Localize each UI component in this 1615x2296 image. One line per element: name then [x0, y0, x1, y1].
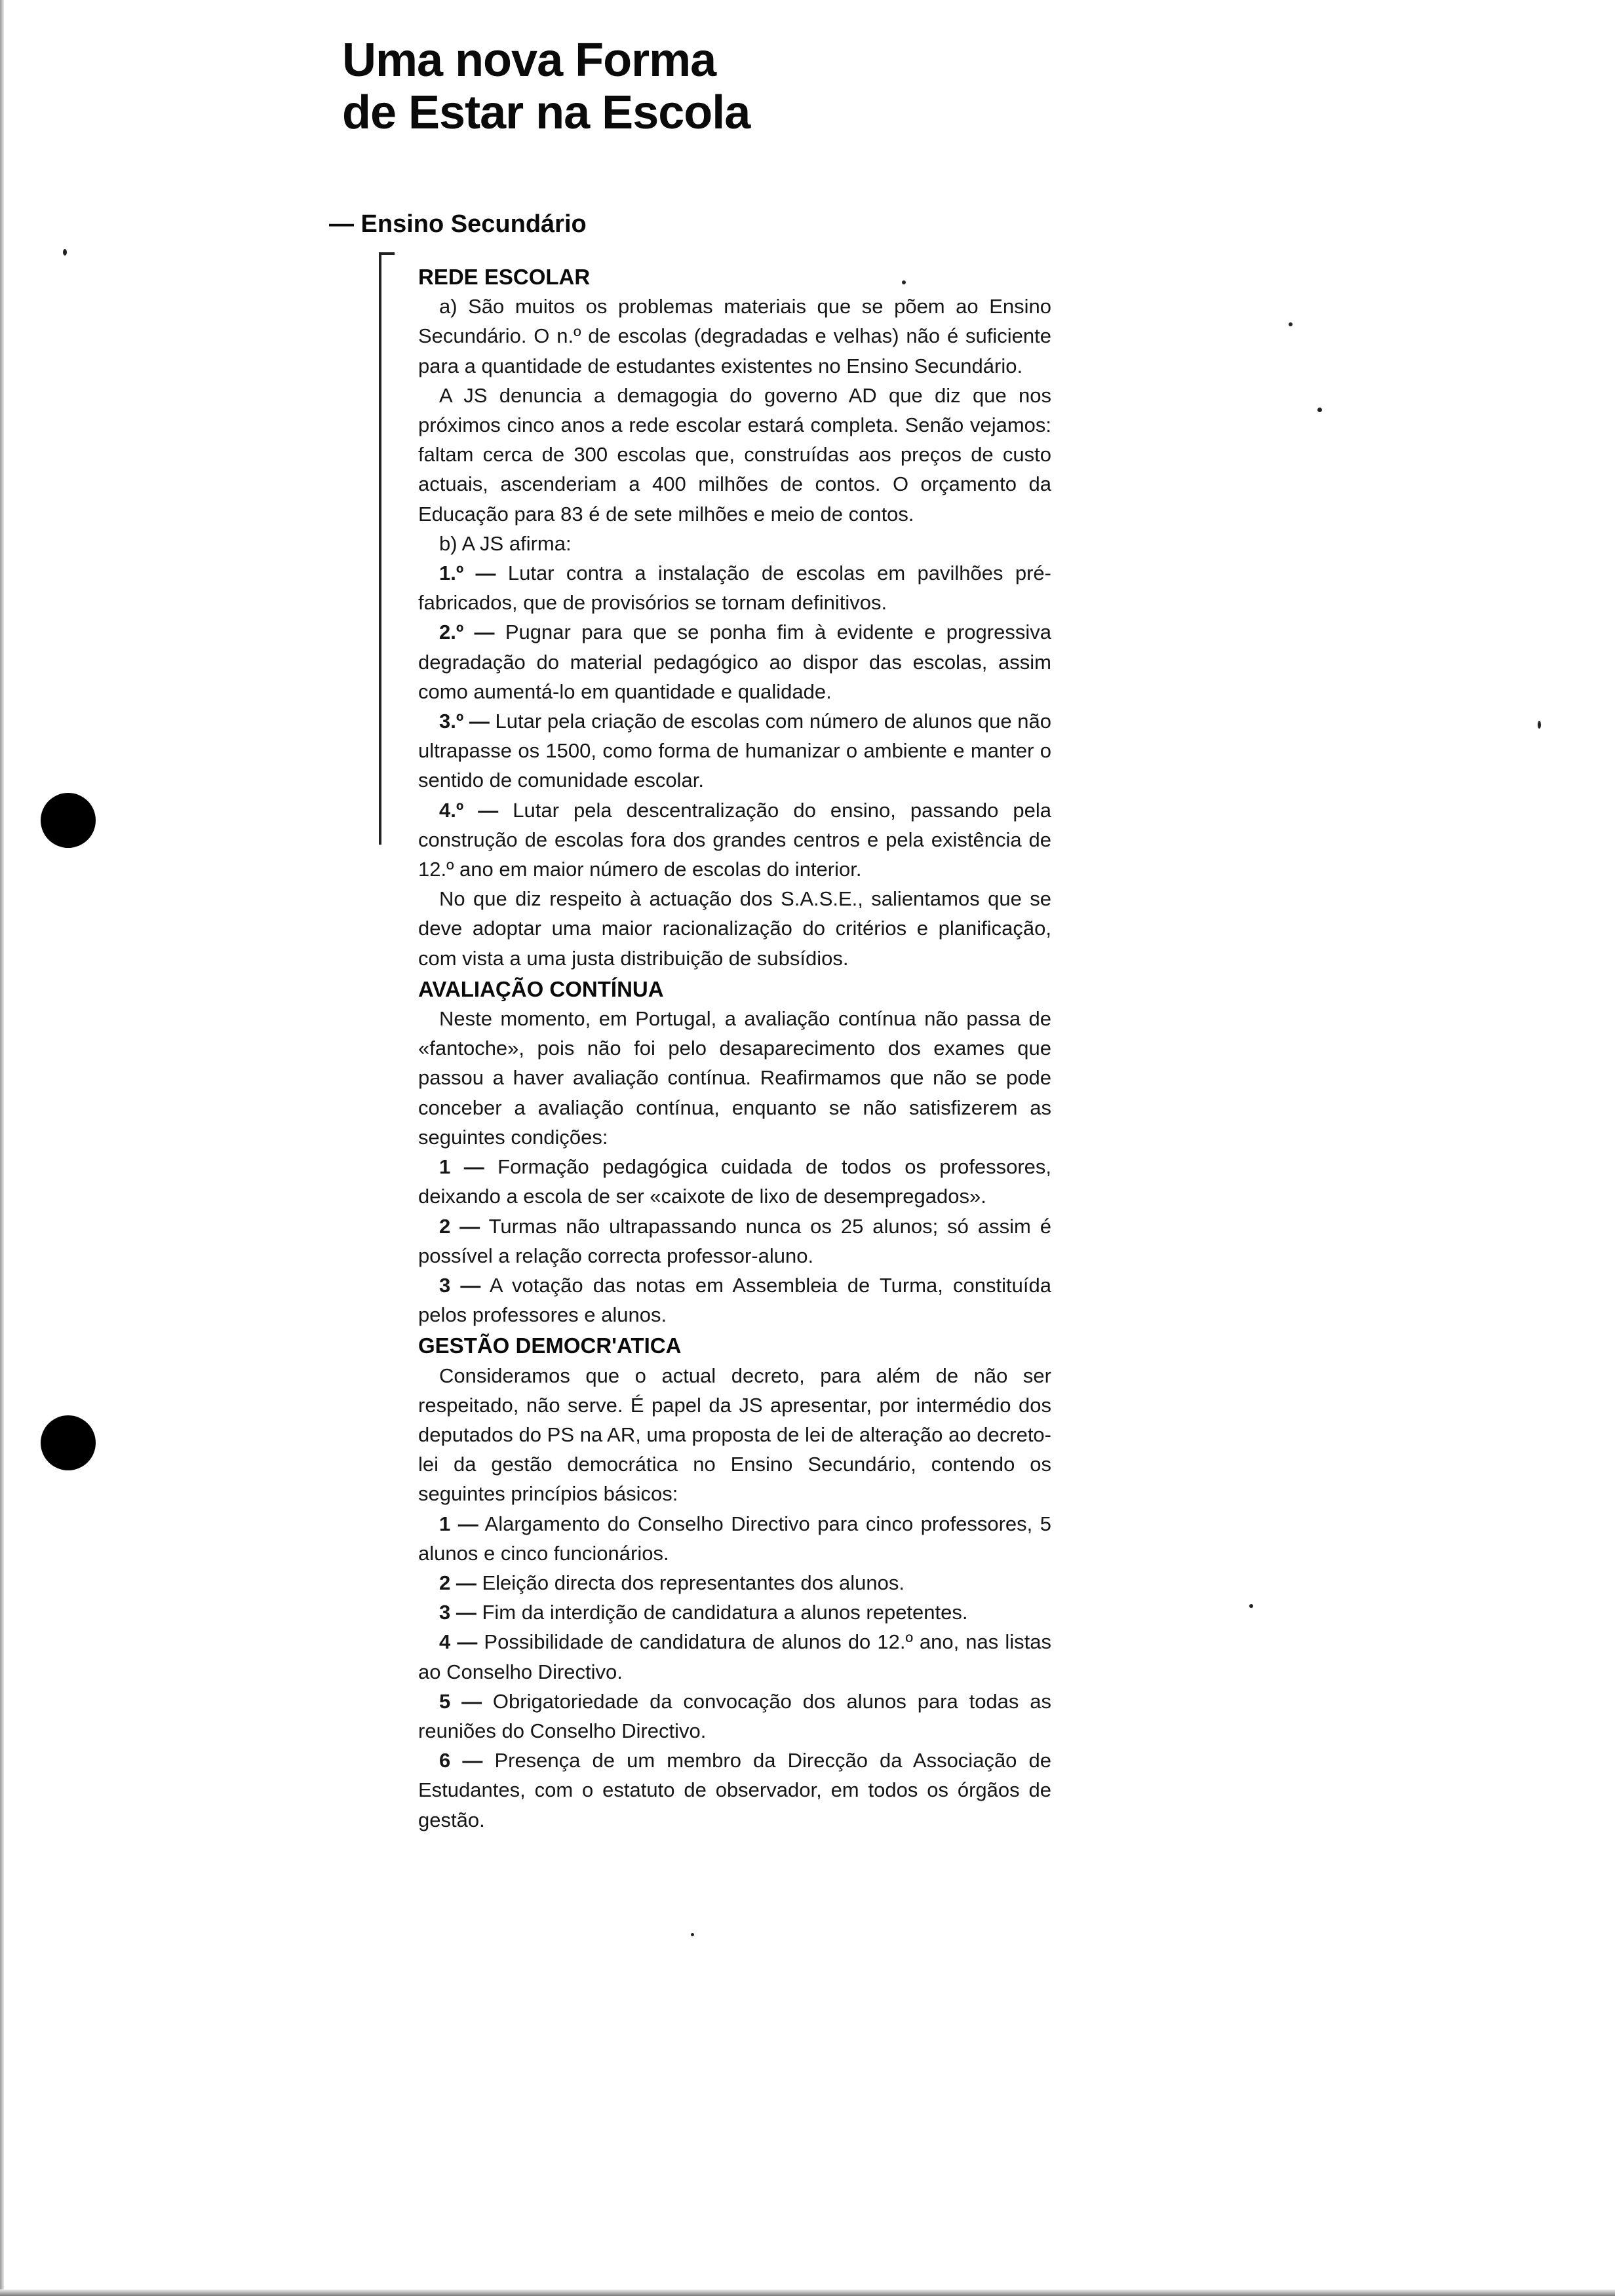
- item-number: 2 —: [439, 1214, 480, 1238]
- scan-speck: [1289, 322, 1293, 326]
- scan-speck: [1317, 408, 1322, 412]
- scan-speck: [1249, 1604, 1253, 1608]
- item-text: Presença de um membro da Direcção da Associação de Estudantes, com o estatuto de observador, em todos os órgãos de gestão.: [418, 1749, 1051, 1831]
- punch-hole-top: [41, 793, 96, 848]
- item-number: 4 —: [439, 1630, 478, 1654]
- item-number: 1.º —: [439, 562, 496, 585]
- item-number: 3 —: [439, 1601, 477, 1624]
- title-line-2: de Estar na Escola: [342, 86, 750, 139]
- section-heading: — Ensino Secundário: [329, 210, 587, 238]
- title-line-1: Uma nova Forma: [342, 34, 716, 86]
- scan-edge-left: [0, 0, 4, 2296]
- paragraph: No que diz respeito à actuação dos S.A.S.E., salientamos que se deve adoptar uma maior racionalização do critérios e planificação, com vista a uma justa distribuição de subsídios.: [418, 887, 1051, 970]
- item-text: Eleição directa dos representantes dos alunos.: [476, 1571, 905, 1594]
- item-number: 2 —: [439, 1571, 477, 1594]
- item-number: 6 —: [439, 1749, 483, 1772]
- list-item: [418, 1568, 1051, 1598]
- scan-speck: [63, 249, 67, 256]
- punch-hole-bottom: [41, 1415, 96, 1470]
- section-avaliacao-continua: [418, 974, 1051, 1330]
- item-number: 3.º —: [439, 710, 490, 733]
- item-text: Lutar pela criação de escolas com número de alunos que não ultrapasse os 1500, como forma de humanizar o ambiente e manter o sentido de comunidade escolar.: [418, 710, 1051, 792]
- scan-edge-bottom: [0, 2289, 1615, 2296]
- item-text: Fim da interdição de candidatura a alunos repetentes.: [476, 1601, 968, 1624]
- item-number: 2.º —: [439, 621, 495, 644]
- paragraph: Consideramos que o actual decreto, para além de não ser respeitado, não serve. É papel da JS apresentar, por intermédio dos deputados do PS na AR, uma proposta de lei de alteração ao decreto-lei da gestão democrática no Ensino Secundário, contendo os seguintes princípios básicos:: [418, 1364, 1051, 1506]
- article-body: [418, 261, 1051, 1835]
- list-item: [418, 1746, 1051, 1835]
- page-title: [342, 34, 750, 139]
- heading-gestao-democratica: GESTÃO DEMOCR'ATICA: [418, 1333, 682, 1358]
- list-item: [418, 558, 1051, 617]
- item-text: Possibilidade de candidatura de alunos do 12.º ano, nas listas ao Conselho Directivo.: [418, 1630, 1051, 1683]
- item-text: Obrigatoriedade da convocação dos alunos para todas as reuniões do Conselho Directivo.: [418, 1689, 1052, 1742]
- section-bracket: [379, 252, 395, 845]
- list-item: [418, 795, 1051, 885]
- paragraph: Neste momento, em Portugal, a avaliação contínua não passa de «fantoche», pois não foi pelo desaparecimento dos exames que passou a haver avaliação contínua. Reafirmamos que não se pode conceber a avaliação contínua, enquanto se não satisfizerem as seguintes condições:: [418, 1007, 1051, 1149]
- item-number: 4.º —: [439, 798, 499, 822]
- item-text: Pugnar para que se ponha fim à evidente e progressiva degradação do material pedagógico ao dispor das escolas, assim como aumentá-lo em quantidade e qualidade.: [418, 621, 1051, 703]
- list-item: [418, 706, 1051, 795]
- list-item: [418, 1212, 1051, 1271]
- heading-avaliacao-continua: AVALIAÇÃO CONTÍNUA: [418, 976, 664, 1001]
- paragraph: b) A JS afirma:: [439, 531, 572, 555]
- section-gestao-democratica: [418, 1331, 1051, 1834]
- list-item: [418, 1687, 1051, 1746]
- list-item: [418, 1509, 1051, 1568]
- scan-speck: [691, 1933, 694, 1936]
- item-text: Lutar pela descentralização do ensino, passando pela construção de escolas fora dos grandes centros e pela existência de 12.º ano em maior número de escolas do interior.: [418, 798, 1051, 881]
- item-text: Alargamento do Conselho Directivo para cinco professores, 5 alunos e cinco funcionários.: [418, 1512, 1051, 1565]
- heading-rede-escolar: REDE ESCOLAR: [418, 265, 591, 289]
- section-rede-escolar: [418, 262, 1051, 973]
- list-item: [418, 1152, 1051, 1211]
- item-text: Lutar contra a instalação de escolas em pavilhões pré-fabricados, que de provisórios se tornam definitivos.: [418, 562, 1051, 615]
- item-text: A votação das notas em Assembleia de Turma, constituída pelos professores e alunos.: [418, 1273, 1051, 1327]
- item-number: 1 —: [439, 1512, 478, 1535]
- list-item: [418, 1627, 1051, 1686]
- list-item: [418, 1598, 1051, 1627]
- item-number: 3 —: [439, 1273, 481, 1297]
- list-item: [418, 1271, 1051, 1330]
- item-text: Turmas não ultrapassando nunca os 25 alunos; só assim é possível a relação correcta professor-aluno.: [418, 1214, 1051, 1267]
- paragraph: A JS denuncia a demagogia do governo AD que diz que nos próximos cinco anos a rede escolar estará completa. Senão vejamos: faltam cerca de 300 escolas que, construídas aos preços de custo actuais, ascenderiam a 400 milhões de contos. O orçamento da Educação para 83 é de sete milhões e meio de contos.: [418, 383, 1051, 526]
- scan-speck: [1538, 721, 1541, 729]
- item-text: Formação pedagógica cuidada de todos os professores, deixando a escola de ser «caixote de lixo de desempregados».: [418, 1155, 1051, 1208]
- item-number: 5 —: [439, 1689, 482, 1713]
- item-number: 1 —: [439, 1155, 484, 1179]
- paragraph: a) São muitos os problemas materiais que se põem ao Ensino Secundário. O n.º de escolas (degradadas e velhas) não é suficiente para a quantidade de estudantes existentes no Ensino Secundário.: [418, 295, 1051, 377]
- list-item: [418, 617, 1051, 706]
